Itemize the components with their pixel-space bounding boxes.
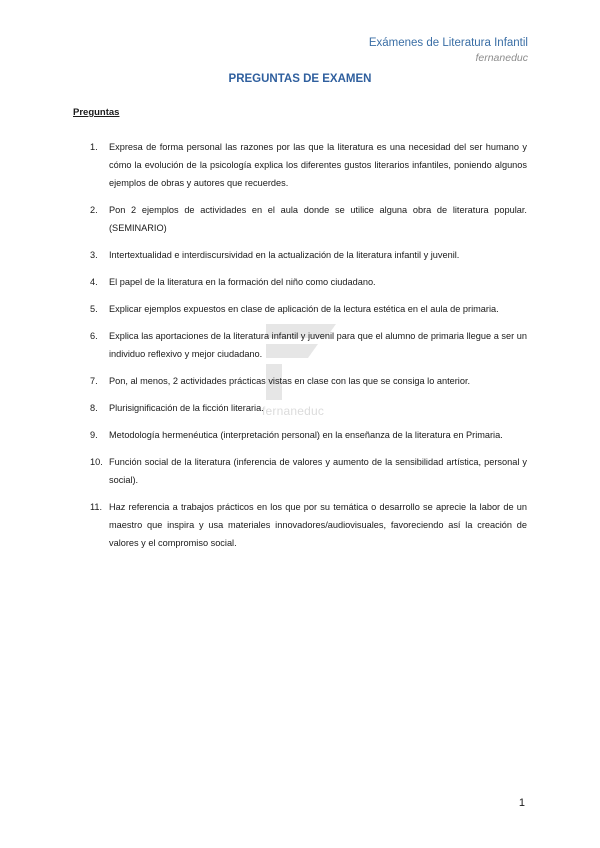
question-text: El papel de la literatura en la formación del niño como ciudadano. xyxy=(109,277,376,287)
question-text: Explicar ejemplos expuestos en clase de aplicación de la lectura estética en el aula de primaria. xyxy=(109,304,499,314)
question-item xyxy=(90,201,527,237)
question-item xyxy=(90,300,527,318)
question-item xyxy=(90,372,527,390)
question-item xyxy=(90,426,527,444)
question-text: Pon 2 ejemplos de actividades en el aula donde se utilice alguna obra de literatura popular. (SEMINARIO) xyxy=(109,205,527,233)
question-number: 9. xyxy=(90,430,98,440)
question-number: 7. xyxy=(90,376,98,386)
question-text: Metodología hermenéutica (interpretación personal) en la enseñanza de la literatura en Primaria. xyxy=(109,430,503,440)
section-heading: Preguntas xyxy=(73,107,120,118)
header-author: fernaneduc xyxy=(475,52,528,64)
question-text: Explica las aportaciones de la literatura infantil y juvenil para que el alumno de primaria llegue a ser un individuo reflexivo y mejor ciudadano. xyxy=(109,331,527,359)
question-text: Función social de la literatura (inferencia de valores y aumento de la sensibilidad artística, personal y social). xyxy=(109,457,527,485)
question-number: 1. xyxy=(90,142,98,152)
question-text: Expresa de forma personal las razones por las que la literatura es una necesidad del ser humano y cómo la evolución de la psicología explica los diferentes gustos literarios infantiles, poniendo algunos ejemplos de obras y autores que recuerdes. xyxy=(109,142,527,188)
watermark-text: fernaneduc xyxy=(262,404,325,418)
question-item xyxy=(90,273,527,291)
question-item xyxy=(90,399,527,417)
question-text: Haz referencia a trabajos prácticos en los que por su temática o desarrollo se aprecie la labor de un maestro que inspira y usa materiales innovadores/audiovisuales, favoreciendo así la creación de valores y el compromiso social. xyxy=(109,502,527,548)
question-text: Plurisignificación de la ficción literaria. xyxy=(109,403,264,413)
question-list xyxy=(90,138,527,561)
question-item xyxy=(90,138,527,192)
question-number: 8. xyxy=(90,403,98,413)
header-title: Exámenes de Literatura Infantil xyxy=(368,37,528,49)
question-number: 5. xyxy=(90,304,98,314)
question-number: 4. xyxy=(90,277,98,287)
question-text: Pon, al menos, 2 actividades prácticas vistas en clase con las que se consiga lo anterior. xyxy=(109,376,471,386)
question-item xyxy=(90,498,527,552)
page-header xyxy=(369,36,528,66)
page-number: 1 xyxy=(518,797,525,809)
question-number: 6. xyxy=(90,331,98,341)
question-number: 11. xyxy=(90,502,103,512)
document-title: PREGUNTAS DE EXAMEN xyxy=(228,73,372,85)
question-item xyxy=(90,246,527,264)
question-text: Intertextualidad e interdiscursividad en la actualización de la literatura infantil y juvenil. xyxy=(109,250,460,260)
question-number: 2. xyxy=(90,205,98,215)
question-number: 3. xyxy=(90,250,98,260)
question-item xyxy=(90,327,527,363)
question-item xyxy=(90,453,527,489)
question-number: 10. xyxy=(90,457,103,467)
